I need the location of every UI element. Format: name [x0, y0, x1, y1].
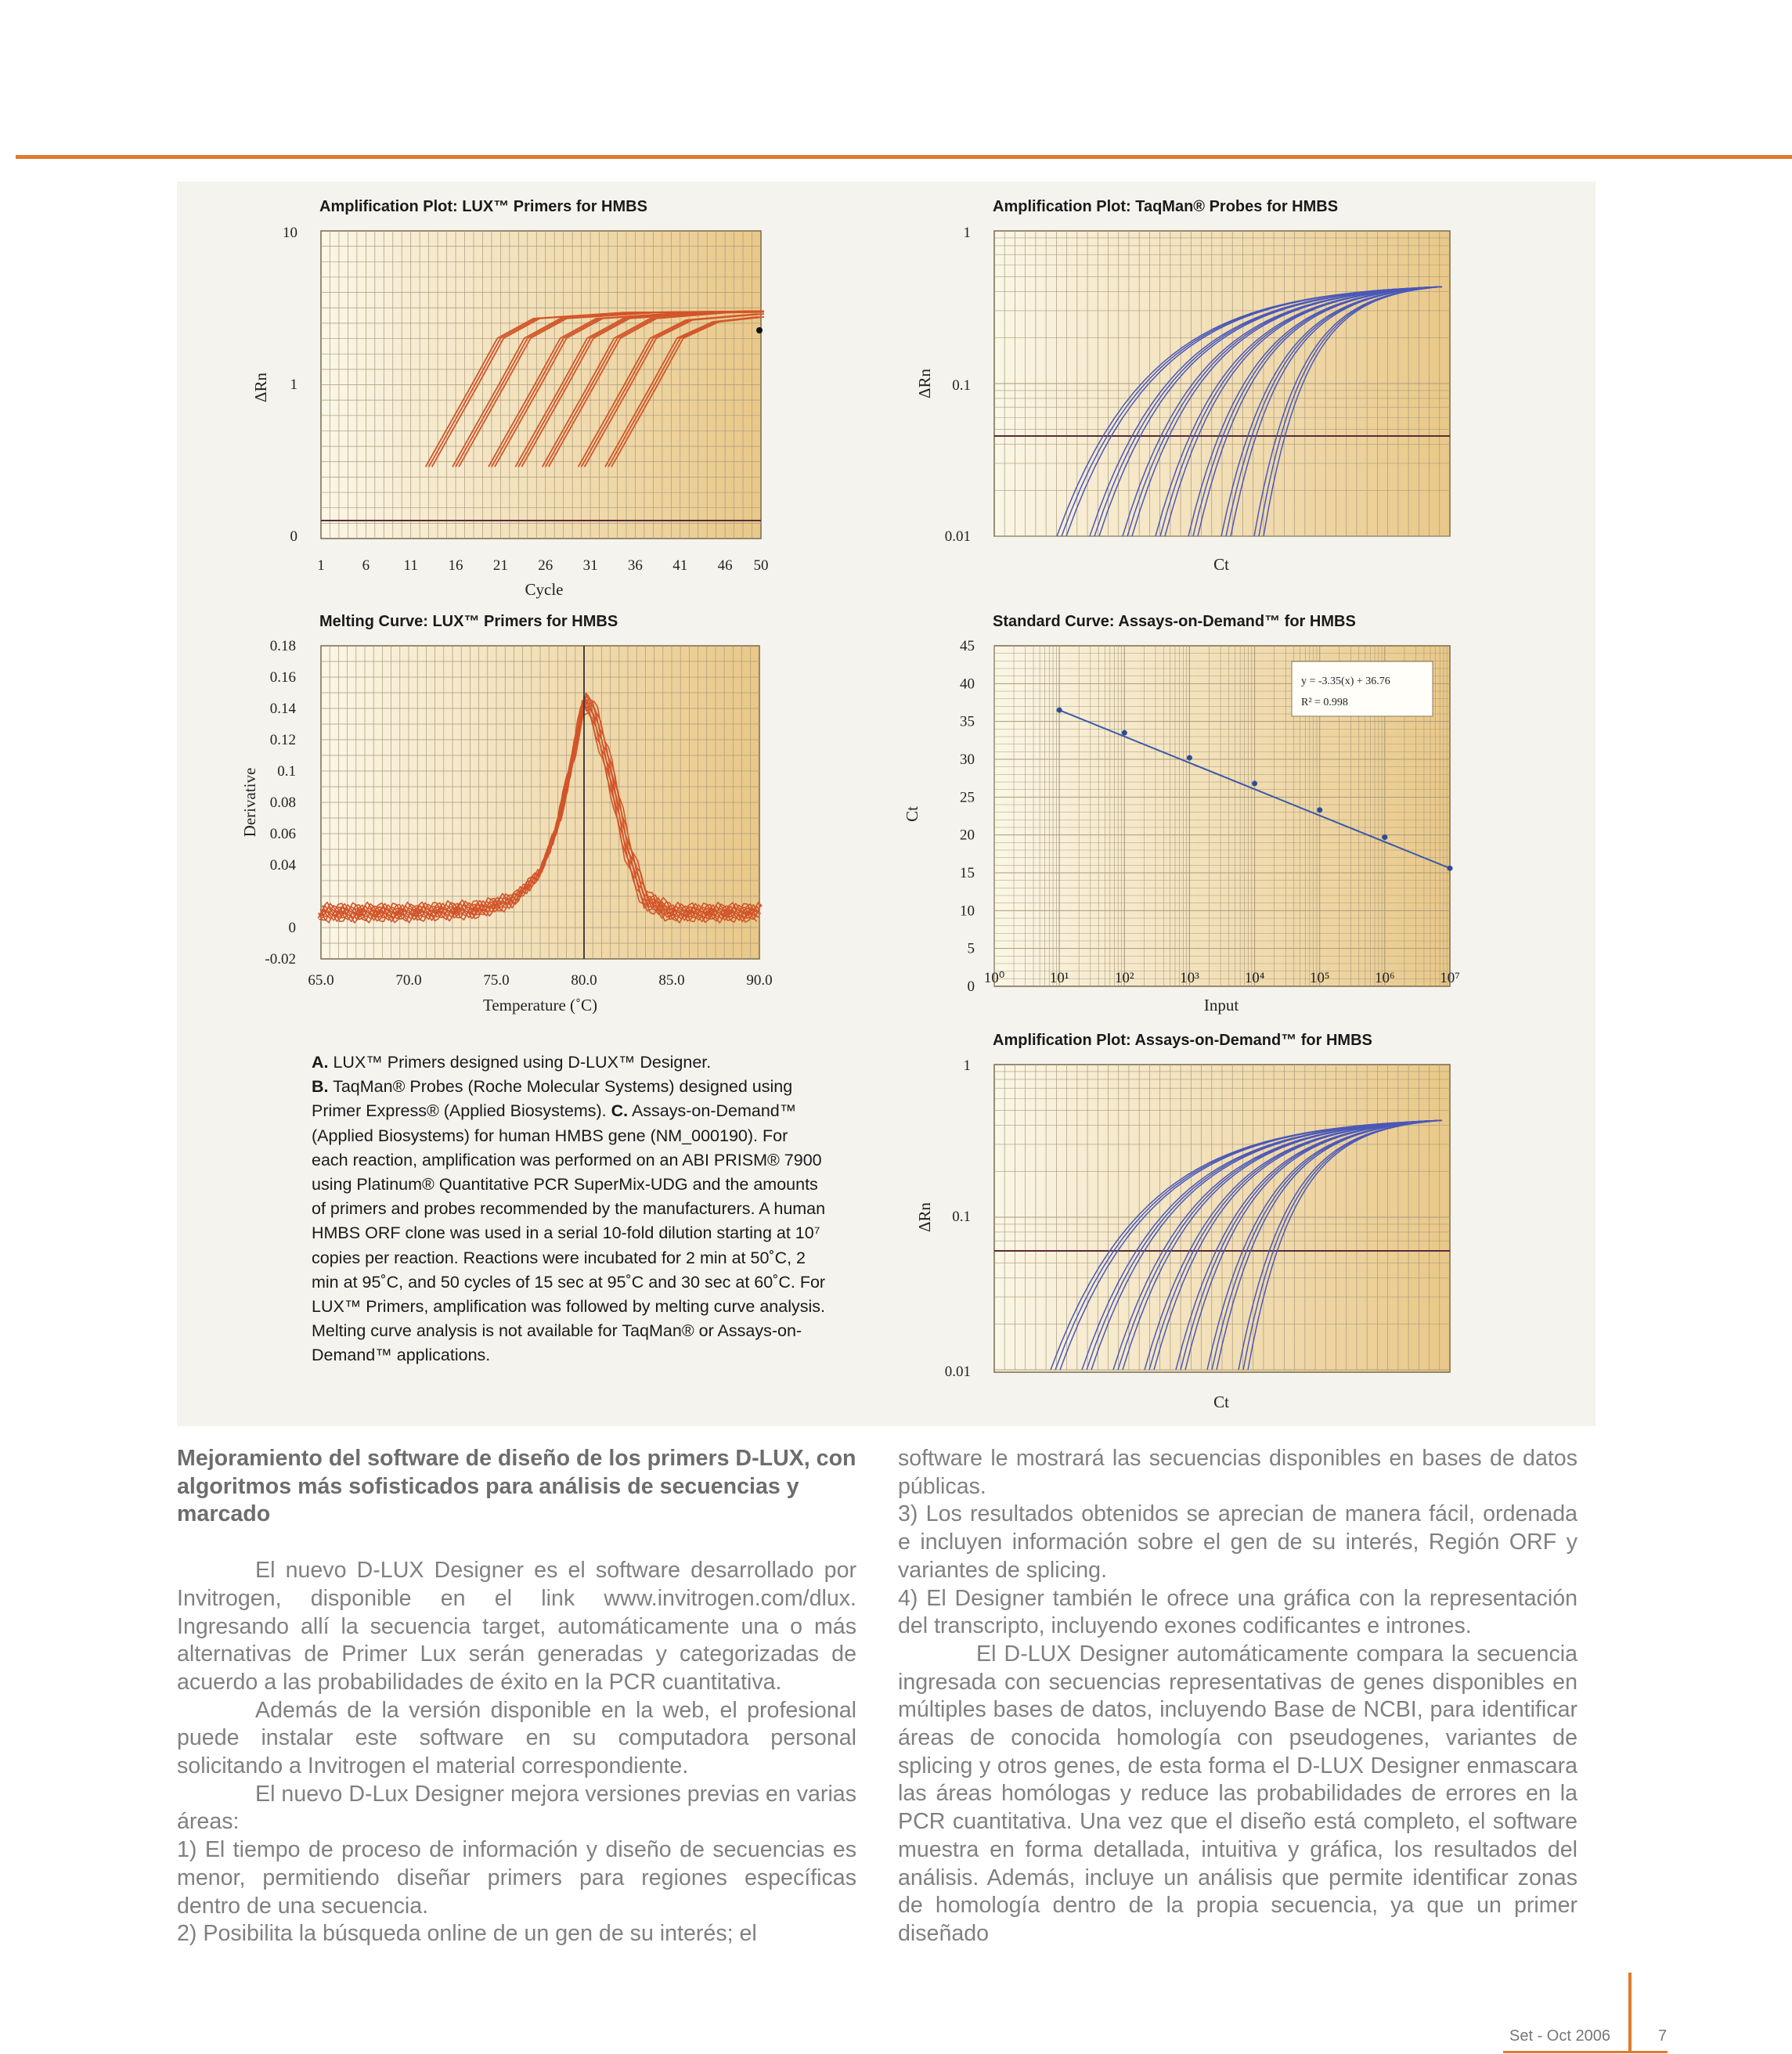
y-tick: 0.01	[944, 528, 971, 545]
y-tick: 0.04	[269, 857, 296, 874]
issue-date: Set - Oct 2006	[1509, 2027, 1610, 2045]
y-tick: 1	[963, 225, 971, 241]
x-tick: 10⁶	[1375, 970, 1395, 986]
data-point	[1448, 866, 1453, 871]
x-tick: 90.0	[746, 972, 773, 989]
paragraph: Además de la versión disponible en la web, el profesional puede instalar este software en su computadora personal solicitando a Invitrogen el material correspondiente.	[177, 1697, 856, 1779]
y-axis-label: Ct	[903, 806, 921, 822]
footer-divider	[1628, 1973, 1632, 2051]
y-tick: 10	[960, 903, 975, 920]
article-column-right	[898, 1445, 1577, 1948]
x-tick: 50	[753, 557, 769, 574]
y-axis-label: ΔRn	[251, 372, 270, 403]
paragraph: El nuevo D-LUX Designer es el software desarrollado por Invitrogen, disponible en el link www.invitrogen.com/dlux. Ingresando allí la secuencia target, automáticamente una o más alternativas de Primer Lux serán generadas y categorizadas de acuerdo a las probabilidades de éxito en la PCR cuantitativa.	[177, 1558, 856, 1695]
x-tick: 31	[582, 557, 598, 574]
x-axis-label: Cycle	[525, 580, 564, 599]
data-point	[1122, 730, 1127, 736]
x-tick: 1	[317, 557, 325, 574]
footer-underline	[1503, 2051, 1668, 2053]
chart-title: Amplification Plot: TaqMan® Probes for HMBS	[993, 198, 1339, 215]
y-axis-label: ΔRn	[915, 368, 934, 399]
y-tick: 0.1	[277, 763, 296, 780]
y-tick: 0.14	[269, 701, 296, 717]
x-tick: 10⁷	[1440, 970, 1460, 986]
y-tick: 30	[960, 751, 975, 768]
chart-title: Amplification Plot: LUX™ Primers for HMBS	[319, 198, 647, 215]
y-tick: 0	[288, 920, 296, 936]
x-tick: 46	[717, 557, 733, 574]
x-tick: 80.0	[571, 972, 597, 989]
top-rule	[16, 155, 1792, 159]
lux-amplification-plot	[235, 196, 799, 611]
y-tick: 0.12	[269, 732, 296, 748]
data-point	[1317, 807, 1322, 813]
x-tick: 10³	[1180, 970, 1199, 986]
x-axis-label: Ct	[1213, 555, 1229, 574]
y-tick: 35	[960, 713, 975, 730]
y-tick: 1	[963, 1058, 971, 1074]
x-tick: 85.0	[658, 972, 685, 989]
list-item: 1) El tiempo de proceso de información y diseño de secuencias es menor, permitiendo diseñar primers para regiones específicas dentro de una secuencia.	[177, 1837, 856, 1919]
y-tick: 15	[960, 865, 975, 881]
x-axis-label: Temperature (˚C)	[482, 996, 598, 1014]
page-number: 7	[1658, 2027, 1668, 2045]
caption-label-c: C.	[611, 1101, 629, 1121]
caption-text-c: Assays-on-Demand™ (Applied Biosystems) for human HMBS gene (NM_000190). For each reaction, amplification was performed on an ABI PRISM® 7900 using Platinum® Quantitative PCR SuperMix-UDG and the amounts of primers and probes recommended by the manufacturers. A human HMBS ORF clone was used in a serial 10-fold dilution starting at 10⁷ copies per reaction. Reactions were incubated for 2 min at 50˚C, 2 min at 95˚C, and 50 cycles of 15 sec at 95˚C and 30 sec at 60˚C. For LUX™ Primers, amplification was followed by melting curve analysis. Melting curve analysis is not available for TaqMan® or Assays-on-Demand™ applications.	[312, 1101, 826, 1365]
y-tick: 0	[967, 978, 975, 995]
y-tick: 5	[967, 940, 975, 957]
y-tick: 20	[960, 827, 975, 844]
y-tick: 25	[960, 789, 975, 806]
standard-curve-plot	[900, 611, 1464, 1025]
y-tick: 0.1	[952, 1209, 971, 1225]
y-tick: 0.08	[269, 795, 296, 811]
x-tick: 75.0	[483, 972, 510, 989]
y-tick: 0.16	[269, 669, 296, 686]
x-axis-label: Ct	[1213, 1393, 1229, 1411]
y-tick: 0.06	[269, 826, 296, 842]
caption-text-a: LUX™ Primers designed using D-LUX™ Designer.	[328, 1053, 712, 1072]
x-tick: 26	[538, 557, 553, 574]
y-tick: 0	[290, 528, 297, 545]
x-tick: 70.0	[395, 972, 422, 989]
x-tick: 10¹	[1049, 970, 1069, 986]
list-item: 4) El Designer también le ofrece una gráfica con la representación del transcripto, incluyendo exones codificantes e intrones.	[898, 1585, 1577, 1639]
y-tick: 10	[283, 225, 297, 241]
y-tick: 45	[960, 638, 975, 654]
x-tick: 10⁵	[1309, 970, 1330, 986]
chart-title: Amplification Plot: Assays-on-Demand™ for HMBS	[993, 1032, 1372, 1049]
taqman-amplification-plot	[916, 196, 1464, 587]
y-axis-label: Derivative	[240, 767, 259, 838]
x-tick: 16	[448, 557, 463, 574]
y-tick: 0.01	[944, 1364, 971, 1380]
x-tick: 10⁴	[1244, 970, 1265, 986]
assays-on-demand-amplification-plot	[916, 1029, 1464, 1421]
y-tick: 0.1	[952, 377, 971, 394]
caption-text-b: TaqMan® Probes (Roche Molecular Systems) designed using Primer Express® (Applied Biosystems).	[312, 1077, 793, 1121]
x-tick: 41	[672, 557, 688, 574]
article-heading: Mejoramiento del software de diseño de los primers D-LUX, con algoritmos más sofisticados para análisis de secuencias y marcado	[177, 1446, 856, 1527]
figure-caption	[312, 1050, 828, 1368]
chart-title: Melting Curve: LUX™ Primers for HMBS	[319, 613, 618, 630]
y-tick: 1	[290, 377, 297, 393]
x-tick: 10²	[1114, 970, 1134, 986]
list-item: 3) Los resultados obtenidos se aprecian de manera fácil, ordenada e incluyen información sobre el gen de su interés, Región ORF y variantes de splicing.	[898, 1501, 1577, 1583]
chart-title: Standard Curve: Assays-on-Demand™ for HMBS	[993, 613, 1356, 630]
x-tick: 36	[627, 557, 643, 574]
paragraph: El nuevo D-Lux Designer mejora versiones previas en varias áreas:	[177, 1781, 856, 1835]
data-point	[1057, 708, 1062, 713]
y-tick: 0.18	[269, 638, 296, 654]
y-axis-label: ΔRn	[915, 1202, 934, 1233]
x-tick: 21	[492, 557, 508, 574]
melting-curve-plot	[227, 611, 799, 1025]
x-tick: 6	[362, 557, 370, 574]
x-tick: 11	[403, 557, 418, 574]
data-point	[1382, 834, 1387, 840]
y-tick: -0.02	[265, 951, 296, 968]
caption-label-a: A.	[312, 1053, 329, 1072]
list-item: 2) Posibilita la búsqueda online de un gen de su interés; el	[177, 1921, 757, 1947]
data-marker	[756, 327, 763, 333]
data-point	[1252, 780, 1257, 786]
paragraph: software le mostrará las secuencias disponibles en bases de datos públicas.	[898, 1446, 1577, 1499]
x-tick: 65.0	[308, 972, 334, 989]
fit-r-squared: R² = 0.998	[1301, 697, 1348, 708]
x-axis-label: Input	[1203, 996, 1239, 1014]
caption-label-b: B.	[312, 1077, 329, 1097]
y-tick: 40	[960, 676, 975, 693]
fit-equation: y = -3.35(x) + 36.76	[1301, 676, 1390, 687]
article-column-left	[177, 1445, 856, 1948]
paragraph: El D-LUX Designer automáticamente compara la secuencia ingresada con secuencias representativas de genes disponibles en múltiples bases de datos, incluyendo Base de NCBI, para identificar áreas de conocida homología con pseudogenes, variantes de splicing y otros genes, de esta forma el D-LUX Designer enmascara las áreas homólogas y reduce las probabilidades de errores en la PCR cuantitativa. Una vez que el diseño está completo, el software muestra en forma detallada, intuitiva y gráfica, los resultados del análisis. Además, incluye un análisis que permite identificar zonas de homología dentro de la propia secuencia, ya que un primer diseñado	[898, 1641, 1577, 1946]
x-tick: 10⁰	[983, 970, 1005, 986]
data-point	[1187, 755, 1192, 761]
